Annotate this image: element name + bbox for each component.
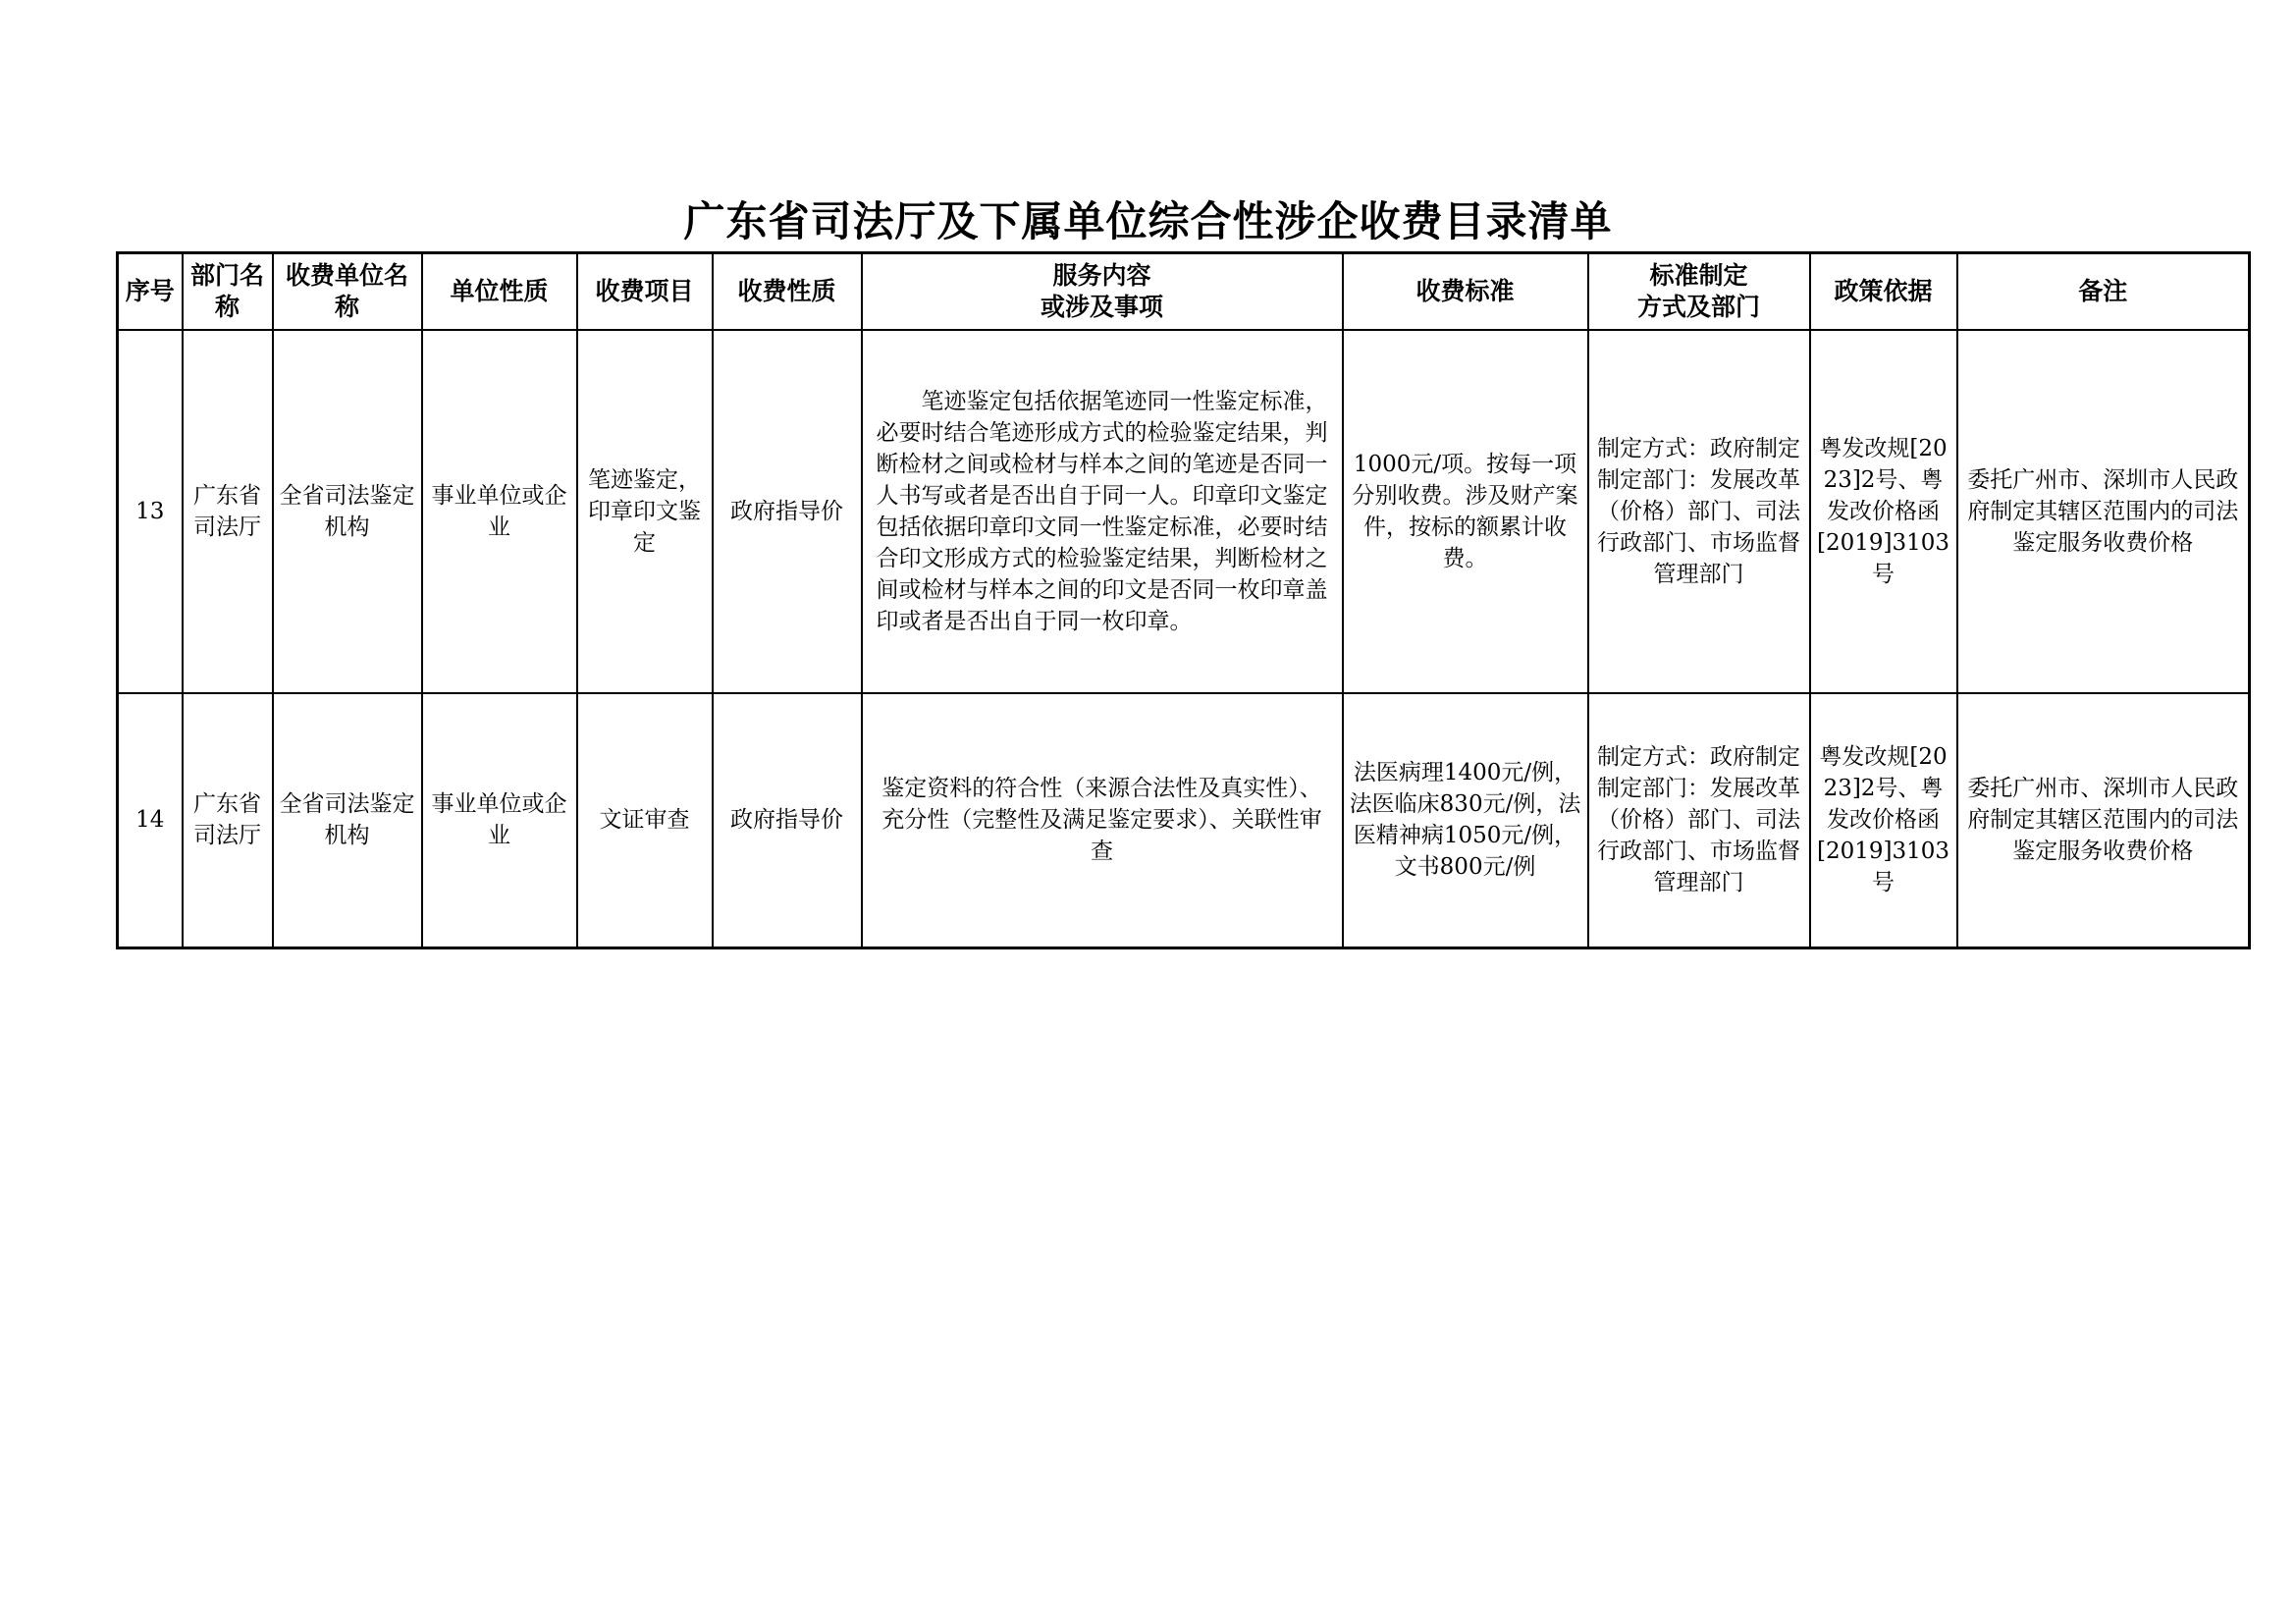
header-standard: 收费标准 xyxy=(1343,253,1588,330)
cell-remark: 委托广州市、深圳市人民政府制定其辖区范围内的司法鉴定服务收费价格 xyxy=(1957,330,2250,693)
header-basis: 政策依据 xyxy=(1810,253,1957,330)
cell-standard: 法医病理1400元/例，法医临床830元/例，法医精神病1050元/例，文书800元/例 xyxy=(1343,693,1588,948)
cell-content: 笔迹鉴定包括依据笔迹同一性鉴定标准，必要时结合笔迹形成方式的检验鉴定结果，判断检材之间或检材与样本之间的笔迹是否同一人书写或者是否出自于同一人。印章印文鉴定包括依据印章印文同一性鉴定标准，必要时结合印文形成方式的检验鉴定结果，判断检材之间或检材与样本之间的印文是否同一枚印章盖印或者是否出自于同一枚印章。 xyxy=(862,330,1343,693)
table-row xyxy=(118,693,2250,948)
cell-fee-nature: 政府指导价 xyxy=(713,330,862,693)
cell-fee-nature: 政府指导价 xyxy=(713,693,862,948)
cell-content: 鉴定资料的符合性（来源合法性及真实性）、充分性（完整性及满足鉴定要求）、关联性审查 xyxy=(862,693,1343,948)
cell-method: 制定方式：政府制定 制定部门：发展改革（价格）部门、司法行政部门、市场监督管理部门 xyxy=(1588,693,1810,948)
header-unit: 收费单位名称 xyxy=(273,253,422,330)
table-header-row xyxy=(118,253,2250,330)
cell-unit: 全省司法鉴定机构 xyxy=(273,330,422,693)
table-row xyxy=(118,330,2250,693)
header-nature: 单位性质 xyxy=(422,253,577,330)
fee-catalog-table xyxy=(116,251,2251,949)
cell-item: 文证审查 xyxy=(577,693,713,948)
page-title: 广东省司法厅及下属单位综合性涉企收费目录清单 xyxy=(683,197,1613,245)
header-method: 标准制定 方式及部门 xyxy=(1588,253,1810,330)
header-dept: 部门名称 xyxy=(183,253,273,330)
cell-nature: 事业单位或企业 xyxy=(422,693,577,948)
cell-item: 笔迹鉴定，印章印文鉴定 xyxy=(577,330,713,693)
cell-seq: 13 xyxy=(118,330,183,693)
header-item: 收费项目 xyxy=(577,253,713,330)
cell-dept: 广东省司法厅 xyxy=(183,693,273,948)
cell-unit: 全省司法鉴定机构 xyxy=(273,693,422,948)
header-content: 服务内容 或涉及事项 xyxy=(862,253,1343,330)
header-remark: 备注 xyxy=(1957,253,2250,330)
cell-method: 制定方式：政府制定 制定部门：发展改革（价格）部门、司法行政部门、市场监督管理部门 xyxy=(1588,330,1810,693)
cell-basis: 粤发改规[2023]2号、粤发改价格函[2019]3103号 xyxy=(1810,693,1957,948)
cell-standard: 1000元/项。按每一项分别收费。涉及财产案件，按标的额累计收费。 xyxy=(1343,330,1588,693)
cell-seq: 14 xyxy=(118,693,183,948)
header-seq: 序号 xyxy=(118,253,183,330)
cell-dept: 广东省司法厅 xyxy=(183,330,273,693)
cell-basis: 粤发改规[2023]2号、粤发改价格函[2019]3103号 xyxy=(1810,330,1957,693)
cell-remark: 委托广州市、深圳市人民政府制定其辖区范围内的司法鉴定服务收费价格 xyxy=(1957,693,2250,948)
cell-nature: 事业单位或企业 xyxy=(422,330,577,693)
header-fee-nature: 收费性质 xyxy=(713,253,862,330)
